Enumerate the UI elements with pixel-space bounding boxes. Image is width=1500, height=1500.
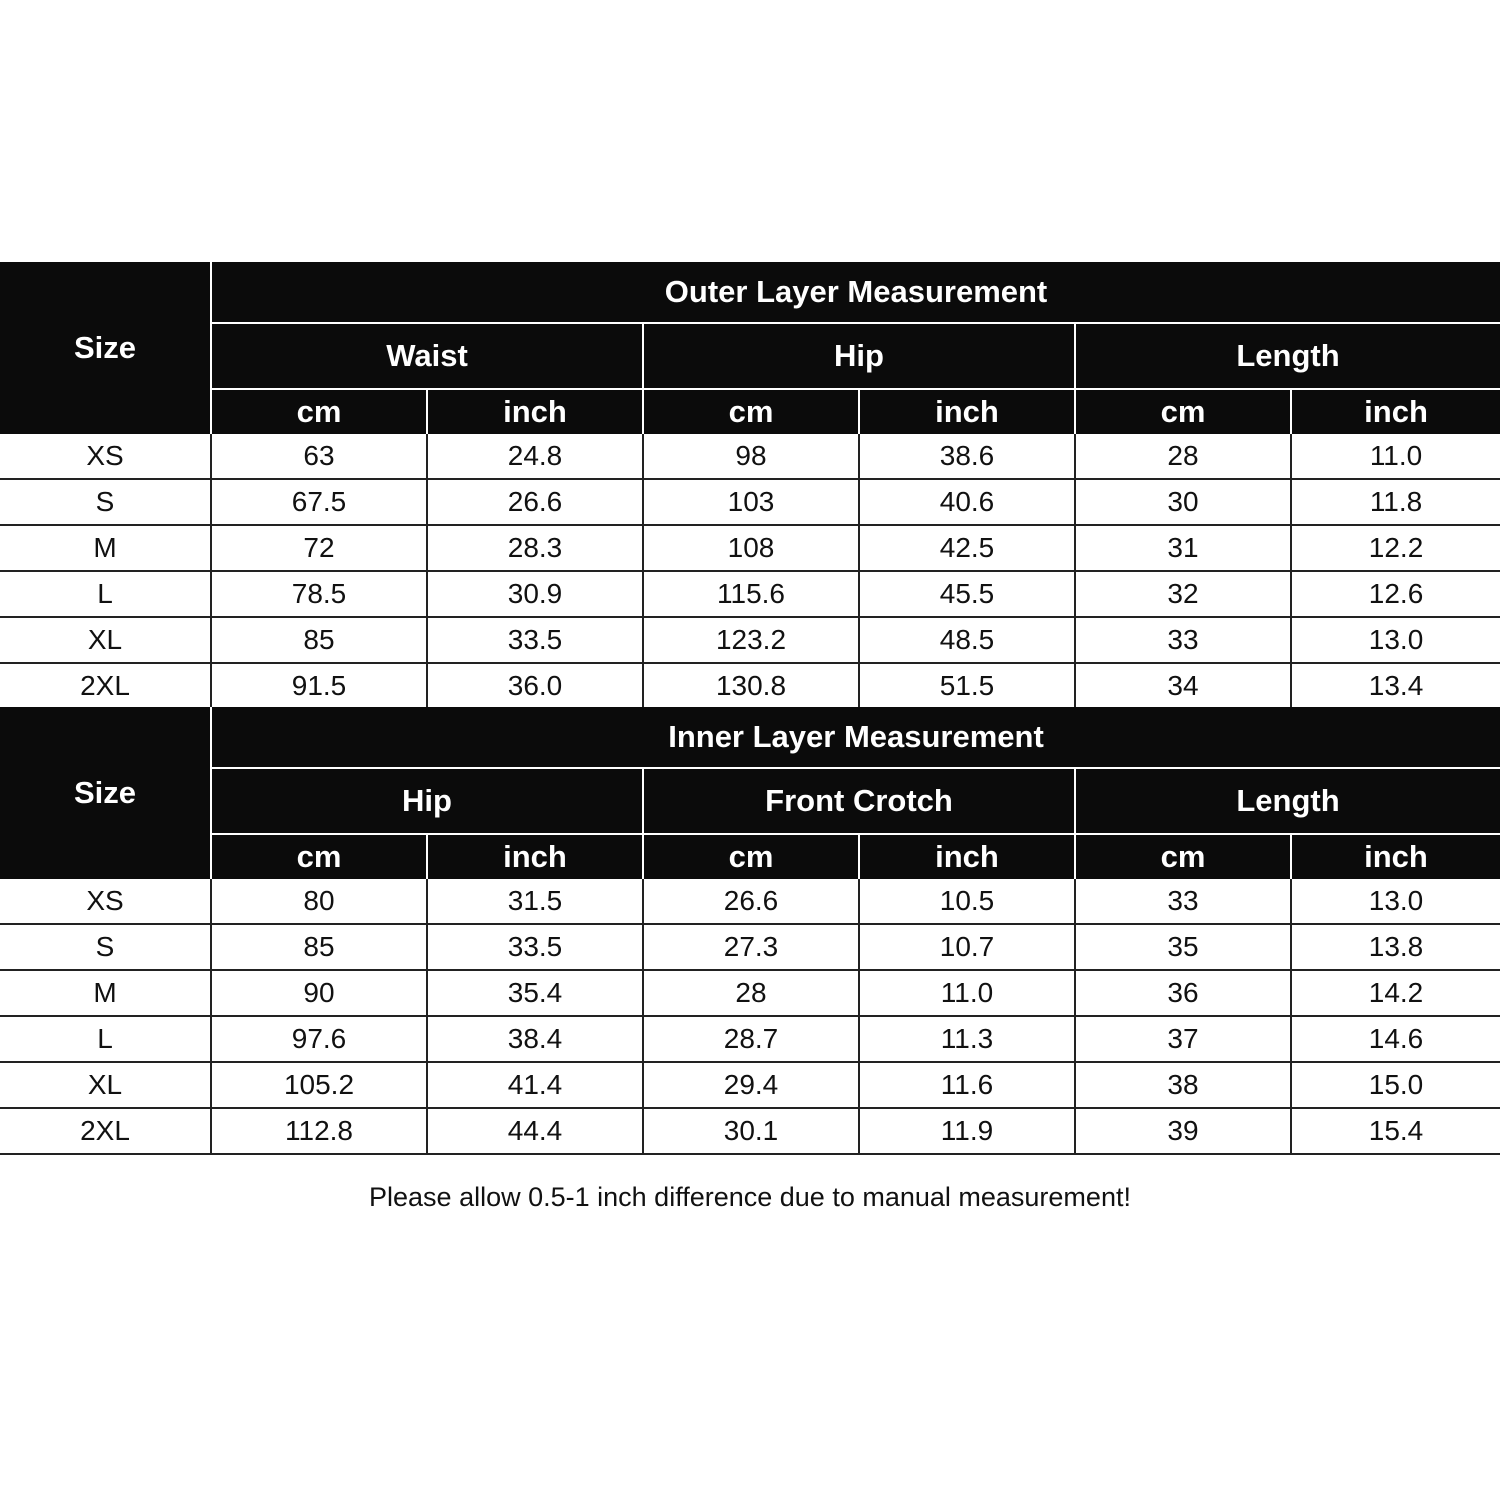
value-cell: 40.6	[859, 479, 1075, 525]
inner-layer-table	[0, 707, 1500, 1155]
size-cell: 2XL	[0, 1108, 211, 1154]
group-header: Hip	[211, 768, 643, 834]
value-cell: 11.9	[859, 1108, 1075, 1154]
value-cell: 35	[1075, 924, 1291, 970]
size-cell: XS	[0, 434, 211, 479]
value-cell: 44.4	[427, 1108, 643, 1154]
value-cell: 38	[1075, 1062, 1291, 1108]
value-cell: 12.6	[1291, 571, 1500, 617]
value-cell: 85	[211, 924, 427, 970]
table-row	[0, 571, 1500, 617]
unit-header: inch	[859, 389, 1075, 434]
value-cell: 11.3	[859, 1016, 1075, 1062]
size-cell: M	[0, 525, 211, 571]
table-row	[0, 1016, 1500, 1062]
table-title: Outer Layer Measurement	[211, 262, 1500, 323]
value-cell: 28.7	[643, 1016, 859, 1062]
value-cell: 51.5	[859, 663, 1075, 709]
size-header: Size	[0, 707, 211, 879]
value-cell: 123.2	[643, 617, 859, 663]
unit-header: inch	[427, 834, 643, 879]
value-cell: 103	[643, 479, 859, 525]
value-cell: 27.3	[643, 924, 859, 970]
group-header: Length	[1075, 323, 1500, 389]
size-header: Size	[0, 262, 211, 434]
value-cell: 72	[211, 525, 427, 571]
value-cell: 36	[1075, 970, 1291, 1016]
value-cell: 31.5	[427, 879, 643, 924]
measurement-note: Please allow 0.5-1 inch difference due to manual measurement!	[369, 1182, 1131, 1212]
value-cell: 38.6	[859, 434, 1075, 479]
table-row	[0, 1108, 1500, 1154]
size-cell: XL	[0, 1062, 211, 1108]
value-cell: 85	[211, 617, 427, 663]
table-row	[0, 663, 1500, 709]
value-cell: 30	[1075, 479, 1291, 525]
value-cell: 11.6	[859, 1062, 1075, 1108]
value-cell: 31	[1075, 525, 1291, 571]
outer-table-body	[0, 434, 1500, 709]
value-cell: 13.0	[1291, 617, 1500, 663]
size-cell: S	[0, 924, 211, 970]
value-cell: 63	[211, 434, 427, 479]
table-title: Inner Layer Measurement	[211, 707, 1500, 768]
value-cell: 14.6	[1291, 1016, 1500, 1062]
value-cell: 28.3	[427, 525, 643, 571]
value-cell: 11.8	[1291, 479, 1500, 525]
value-cell: 33.5	[427, 924, 643, 970]
value-cell: 26.6	[643, 879, 859, 924]
group-header: Waist	[211, 323, 643, 389]
group-header: Length	[1075, 768, 1500, 834]
size-cell: XL	[0, 617, 211, 663]
unit-header: inch	[1291, 834, 1500, 879]
value-cell: 13.0	[1291, 879, 1500, 924]
value-cell: 28	[643, 970, 859, 1016]
value-cell: 33	[1075, 879, 1291, 924]
value-cell: 112.8	[211, 1108, 427, 1154]
value-cell: 42.5	[859, 525, 1075, 571]
value-cell: 115.6	[643, 571, 859, 617]
value-cell: 97.6	[211, 1016, 427, 1062]
table-row	[0, 970, 1500, 1016]
group-header: Hip	[643, 323, 1075, 389]
value-cell: 37	[1075, 1016, 1291, 1062]
unit-header: cm	[1075, 834, 1291, 879]
unit-header: inch	[427, 389, 643, 434]
table-row	[0, 617, 1500, 663]
value-cell: 30.1	[643, 1108, 859, 1154]
value-cell: 10.5	[859, 879, 1075, 924]
value-cell: 41.4	[427, 1062, 643, 1108]
table-row	[0, 1062, 1500, 1108]
value-cell: 67.5	[211, 479, 427, 525]
size-cell: L	[0, 1016, 211, 1062]
value-cell: 38.4	[427, 1016, 643, 1062]
value-cell: 39	[1075, 1108, 1291, 1154]
outer-layer-table	[0, 262, 1500, 710]
value-cell: 13.8	[1291, 924, 1500, 970]
value-cell: 28	[1075, 434, 1291, 479]
value-cell: 15.4	[1291, 1108, 1500, 1154]
inner-table-body	[0, 879, 1500, 1154]
unit-header: inch	[859, 834, 1075, 879]
table-row	[0, 525, 1500, 571]
value-cell: 33	[1075, 617, 1291, 663]
size-cell: L	[0, 571, 211, 617]
value-cell: 32	[1075, 571, 1291, 617]
unit-header: cm	[643, 389, 859, 434]
value-cell: 78.5	[211, 571, 427, 617]
unit-header: inch	[1291, 389, 1500, 434]
size-cell: S	[0, 479, 211, 525]
value-cell: 34	[1075, 663, 1291, 709]
table-row	[0, 434, 1500, 479]
value-cell: 11.0	[859, 970, 1075, 1016]
unit-header: cm	[643, 834, 859, 879]
value-cell: 105.2	[211, 1062, 427, 1108]
table-row	[0, 479, 1500, 525]
value-cell: 130.8	[643, 663, 859, 709]
value-cell: 29.4	[643, 1062, 859, 1108]
size-cell: M	[0, 970, 211, 1016]
value-cell: 10.7	[859, 924, 1075, 970]
size-cell: 2XL	[0, 663, 211, 709]
table-row	[0, 924, 1500, 970]
unit-header: cm	[211, 389, 427, 434]
value-cell: 11.0	[1291, 434, 1500, 479]
value-cell: 24.8	[427, 434, 643, 479]
unit-header: cm	[1075, 389, 1291, 434]
value-cell: 35.4	[427, 970, 643, 1016]
value-cell: 48.5	[859, 617, 1075, 663]
value-cell: 45.5	[859, 571, 1075, 617]
value-cell: 36.0	[427, 663, 643, 709]
value-cell: 14.2	[1291, 970, 1500, 1016]
value-cell: 12.2	[1291, 525, 1500, 571]
group-header: Front Crotch	[643, 768, 1075, 834]
table-row	[0, 879, 1500, 924]
value-cell: 98	[643, 434, 859, 479]
value-cell: 91.5	[211, 663, 427, 709]
value-cell: 90	[211, 970, 427, 1016]
value-cell: 30.9	[427, 571, 643, 617]
value-cell: 26.6	[427, 479, 643, 525]
value-cell: 108	[643, 525, 859, 571]
value-cell: 13.4	[1291, 663, 1500, 709]
size-cell: XS	[0, 879, 211, 924]
value-cell: 15.0	[1291, 1062, 1500, 1108]
value-cell: 33.5	[427, 617, 643, 663]
value-cell: 80	[211, 879, 427, 924]
unit-header: cm	[211, 834, 427, 879]
